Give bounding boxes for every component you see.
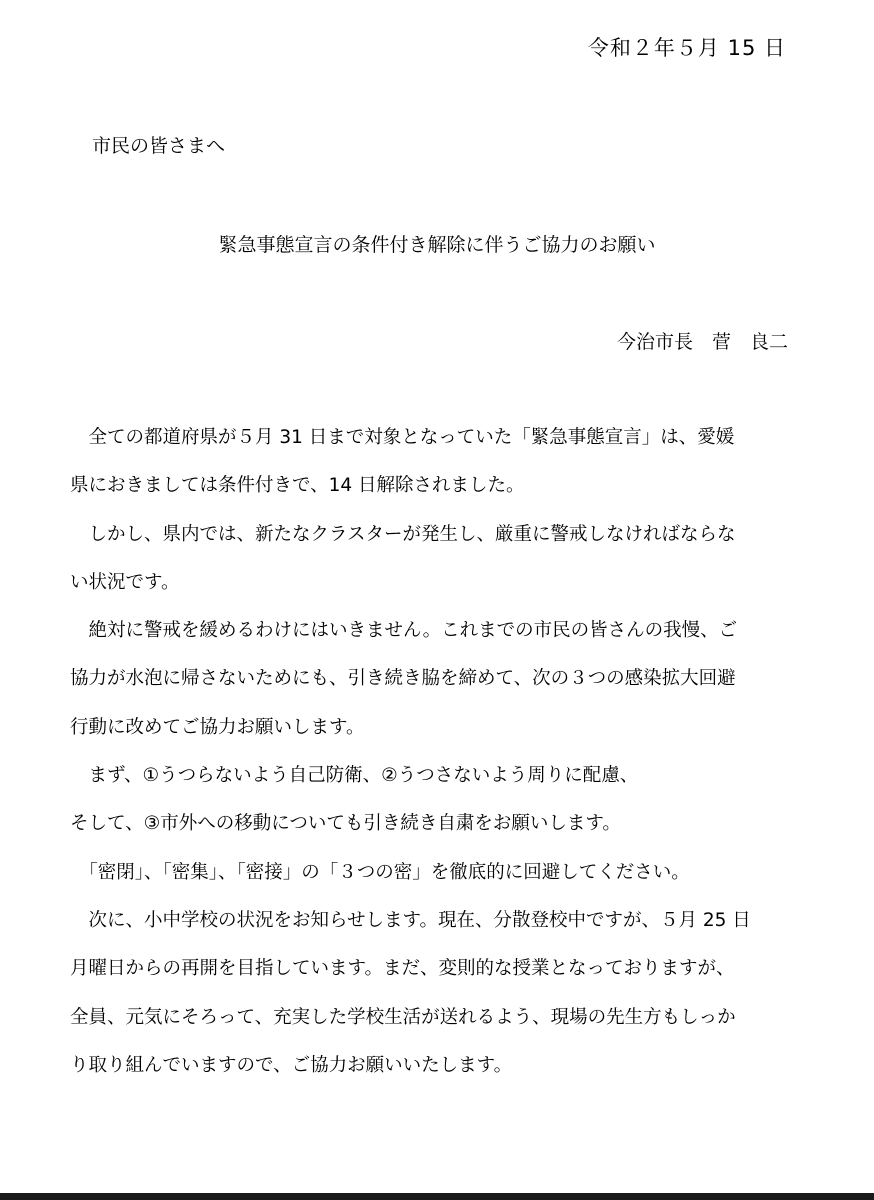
body-line: り取り組んでいますので、ご協力お願いいたします。 — [70, 1054, 513, 1076]
body-line: 絶対に警戒を緩めるわけにはいきません。これまでの市民の皆さんの我慢、ご — [70, 620, 738, 642]
body-line: 月曜日からの再開を目指しています。まだ、変則的な授業となっておりますが、 — [70, 958, 735, 980]
body-line: 協力が水泡に帰さないためにも、引き続き脇を締めて、次の３つの感染拡大回避 — [70, 668, 736, 690]
body-line: 行動に改めてご協力お願いします。 — [70, 716, 365, 738]
document-date: 令和２年５月 15 日 — [587, 36, 786, 60]
page-bottom-border — [0, 1193, 874, 1200]
body-line: 県におきましては条件付きで、14 日解除されました。 — [70, 475, 525, 497]
body-line: しかし、県内では、新たなクラスターが発生し、厳重に警戒しなければならな — [70, 523, 736, 545]
body-text — [70, 423, 810, 1099]
document-title: 緊急事態宣言の条件付き解除に伴うご協力のお願い — [218, 234, 656, 256]
body-line: い状況です。 — [70, 571, 180, 593]
body-line: 全ての都道府県が５月 31 日まで対象となっていた「緊急事態宣言」は、愛媛 — [70, 427, 735, 448]
body-line: 「密閉」、「密集」、「密接」の「３つの密」を徹底的に回避してください。 — [70, 861, 690, 883]
body-line: まず、①うつらないよう自己防衛、②うつさないよう周りに配慮、 — [70, 765, 639, 787]
salutation: 市民の皆さまへ — [92, 135, 226, 157]
body-line: 次に、小中学校の状況をお知らせします。現在、分散登校中ですが、５月 25 日 — [70, 909, 751, 931]
author-signature: 今治市長 菅 良二 — [616, 331, 788, 353]
body-line: 全員、元気にそろって、充実した学校生活が送れるよう、現場の先生方もしっか — [70, 1006, 736, 1028]
body-line: そして、③市外への移動についても引き続き自粛をお願いします。 — [70, 813, 621, 835]
